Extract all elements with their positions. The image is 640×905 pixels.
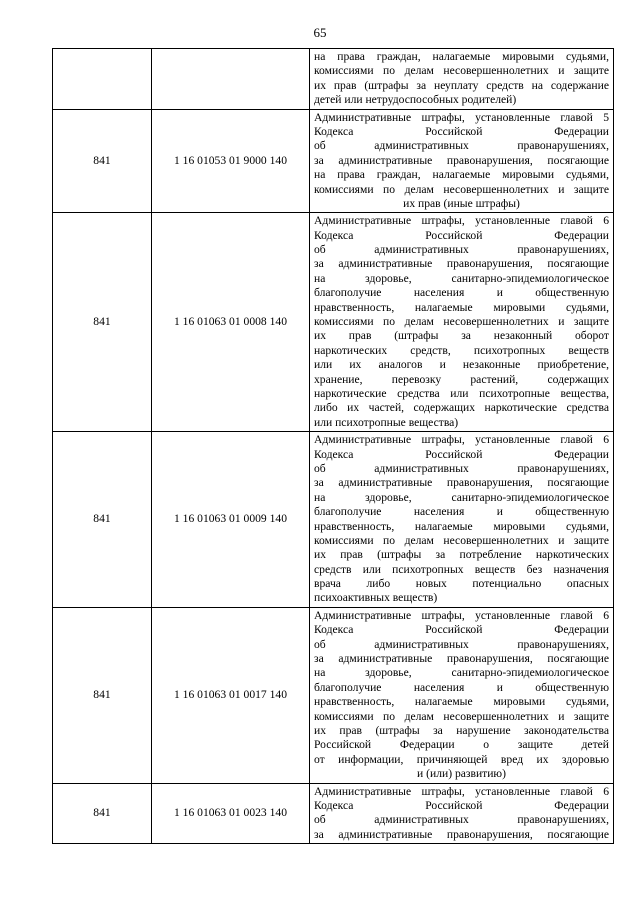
kbk-code-cell: 1 16 01063 01 0017 140 xyxy=(152,607,310,783)
description-line: средств или психотропных веществ без назначения xyxy=(314,562,609,576)
description-line: за административные правонарушения, посягающие xyxy=(314,827,609,841)
description-line: комиссиями по делам несовершеннолетних и защите xyxy=(314,64,609,78)
admin-code-cell: 841 xyxy=(53,783,152,844)
page-number: 65 xyxy=(313,25,327,40)
description-line: Административные штрафы, установленные главой 6 xyxy=(314,433,609,447)
description-line: благополучие населения и общественную xyxy=(314,286,609,300)
description-line: Российской Федерации о защите детей xyxy=(314,738,609,752)
description-line: за административные правонарушения, посягающие xyxy=(314,153,609,167)
description-line: на здоровье, санитарно-эпидемиологическое xyxy=(314,666,609,680)
description-line: их прав (штрафы за неуплату средств на содержание xyxy=(314,78,609,92)
table-row xyxy=(53,432,614,608)
description-cell xyxy=(310,109,614,213)
description-line: нравственность, налагаемые мировыми судьями, xyxy=(314,695,609,709)
description-line: благополучие населения и общественную xyxy=(314,505,609,519)
description-line: либо их частей, содержащих наркотические средства xyxy=(314,401,609,415)
description-line: об административных правонарушениях, xyxy=(314,637,609,651)
description-line: их прав (штрафы за незаконный оборот xyxy=(314,329,609,343)
description-cell xyxy=(310,432,614,608)
description-line: за административные правонарушения, посягающие xyxy=(314,652,609,666)
description-cell xyxy=(310,49,614,110)
description-line: об административных правонарушениях, xyxy=(314,813,609,827)
description-cell xyxy=(310,783,614,844)
description-line: или психотропные вещества) xyxy=(314,415,459,429)
table-row xyxy=(53,783,614,844)
description-line: их прав (штрафы за потребление наркотических xyxy=(314,548,609,562)
revenue-codes-table xyxy=(52,48,614,844)
description-line: психоактивных веществ) xyxy=(314,591,438,605)
description-line: Административные штрафы, установленные главой 6 xyxy=(314,784,609,798)
description-line: об административных правонарушениях, xyxy=(314,461,609,475)
kbk-code-cell: 1 16 01063 01 0009 140 xyxy=(152,432,310,608)
admin-code-cell xyxy=(53,49,152,110)
description-line: Кодекса Российской Федерации xyxy=(314,447,609,461)
description-line: наркотических средств, психотропных веществ xyxy=(314,343,609,357)
kbk-code-cell: 1 16 01063 01 0008 140 xyxy=(152,213,310,432)
description-line: об административных правонарушениях, xyxy=(314,243,609,257)
description-line: нравственность, налагаемые мировыми судьями, xyxy=(314,519,609,533)
table-row xyxy=(53,213,614,432)
description-line: комиссиями по делам несовершеннолетних и защите xyxy=(314,182,609,196)
description-line: и (или) развитию) xyxy=(417,767,506,781)
description-line: наркотические средства или психотропные вещества, xyxy=(314,386,609,400)
description-line: комиссиями по делам несовершеннолетних и защите xyxy=(314,533,609,547)
description-line: их прав (штрафы за нарушение законодательства xyxy=(314,723,609,737)
description-line: благополучие населения и общественную xyxy=(314,680,609,694)
description-line: на здоровье, санитарно-эпидемиологическое xyxy=(314,271,609,285)
description-cell xyxy=(310,213,614,432)
description-line: Кодекса Российской Федерации xyxy=(314,124,609,138)
description-line: Административные штрафы, установленные главой 5 xyxy=(314,110,609,124)
table-row xyxy=(53,607,614,783)
description-line: врача либо новых потенциально опасных xyxy=(314,577,609,591)
description-line: на права граждан, налагаемые мировыми судьями, xyxy=(314,168,609,182)
description-line: Кодекса Российской Федерации xyxy=(314,798,609,812)
admin-code-cell: 841 xyxy=(53,109,152,213)
table-row xyxy=(53,109,614,213)
kbk-code-cell: 1 16 01063 01 0023 140 xyxy=(152,783,310,844)
description-line: или их аналогов и незаконные приобретение, xyxy=(314,358,609,372)
description-line: нравственность, налагаемые мировыми судьями, xyxy=(314,300,609,314)
description-line: Административные штрафы, установленные главой 6 xyxy=(314,608,609,622)
kbk-code-cell: 1 16 01053 01 9000 140 xyxy=(152,109,310,213)
description-line: комиссиями по делам несовершеннолетних и защите xyxy=(314,709,609,723)
admin-code-cell: 841 xyxy=(53,607,152,783)
description-line: за административные правонарушения, посягающие xyxy=(314,476,609,490)
description-line: за административные правонарушения, посягающие xyxy=(314,257,609,271)
description-cell xyxy=(310,607,614,783)
description-line: об административных правонарушениях, xyxy=(314,139,609,153)
description-line: детей или нетрудоспособных родителей) xyxy=(314,93,517,107)
description-line: на права граждан, налагаемые мировыми судьями, xyxy=(314,50,609,63)
admin-code-cell: 841 xyxy=(53,432,152,608)
description-line: их прав (иные штрафы) xyxy=(403,196,520,210)
description-line: от информации, причиняющей вред их здоровью xyxy=(314,752,609,766)
description-line: Кодекса Российской Федерации xyxy=(314,228,609,242)
description-line: Административные штрафы, установленные главой 6 xyxy=(314,214,609,228)
description-line: комиссиями по делам несовершеннолетних и защите xyxy=(314,315,609,329)
description-line: на здоровье, санитарно-эпидемиологическое xyxy=(314,490,609,504)
kbk-code-cell xyxy=(152,49,310,110)
description-line: Кодекса Российской Федерации xyxy=(314,623,609,637)
admin-code-cell: 841 xyxy=(53,213,152,432)
table-row xyxy=(53,49,614,110)
description-line: хранение, перевозку растений, содержащих xyxy=(314,372,609,386)
